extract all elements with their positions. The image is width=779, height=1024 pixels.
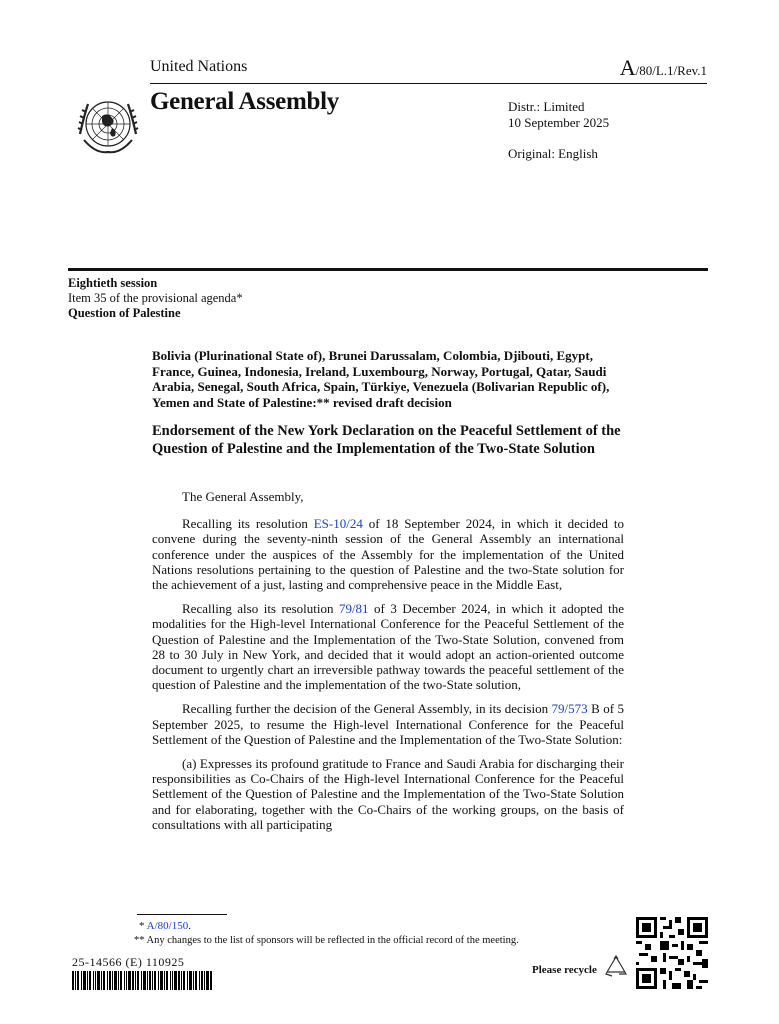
decision-title: Endorsement of the New York Declaration on the Peaceful Settlement of the Question of Palestine and the Implementation of the Two-State Solution — [152, 423, 621, 457]
distribution: Distr.: Limited — [508, 99, 585, 114]
recycle-icon — [602, 954, 630, 980]
document-number: 25-14566 (E) 110925 — [72, 955, 185, 969]
qr-code-icon[interactable] — [636, 917, 708, 989]
footnote-rule — [137, 914, 227, 915]
footnote-1-mark: * — [139, 920, 147, 932]
decision-body — [152, 489, 624, 841]
intro-paragraph: The General Assembly, — [182, 489, 304, 504]
org-name: United Nations — [150, 58, 248, 75]
paragraph-a: (a) Expresses its profound gratitude to France and Saudi Arabia for discharging their responsibilities as Co-Chairs of the High-level International Conference for the Peaceful Settlement of the Question of Palestine and the Implementation of the Two-State Solution and for elaborating, together with the Co-Chairs of the working groups, on the basis of consultations with all participating — [152, 756, 624, 832]
un-emblem-icon — [72, 90, 144, 162]
footnote-link-a-80-150[interactable]: A/80/150 — [146, 920, 189, 932]
decision-link-79-573[interactable]: 79/573 — [551, 701, 588, 717]
agenda-item: Item 35 of the provisional agenda* — [68, 291, 243, 305]
body-title: General Assembly — [150, 88, 339, 115]
barcode-icon — [72, 971, 212, 990]
footnote-2: ** Any changes to the list of sponsors will be reflected in the official record of the meeting. — [134, 935, 519, 946]
resolution-link-es-10-24[interactable]: ES-10/24 — [313, 516, 363, 532]
sponsors: Bolivia (Plurinational State of), Brunei Darussalam, Colombia, Djibouti, Egypt, France, Guinea, Indonesia, Ireland, Luxembourg, Norway, Portugal, Qatar, Saudi Arabia, Senegal, South Africa, Spain, Türkiye, Venezuela (Bolivarian Republic of), Yemen and State of Palestine:** revised draft decision — [152, 348, 610, 410]
original-language: Original: English — [508, 146, 598, 161]
footnote-1 — [139, 920, 191, 932]
distribution-block — [508, 99, 609, 131]
date: 10 September 2025 — [508, 115, 610, 130]
session-name: Eightieth session — [68, 276, 158, 290]
p2-text-end: of 3 December 2024, in which it adopted the modalities for the High-level International Conference for the Peaceful Settlement of the Question of Palestine and the Implementation of the Two-State Solution, convened from 28 to 30 July in New York, and decided that it would adopt an action-oriented outcome document to urgently chart an irreversible pathway towards the peaceful settlement of the question of Palestine and the implementation of the two-State solution, — [152, 601, 624, 693]
symbol-rest: /80/L.1/Rev.1 — [635, 63, 707, 78]
document-symbol — [620, 55, 707, 81]
header-rule — [150, 83, 707, 84]
p3-text-end: B of 5 September 2025, to resume the High-level International Conference for the Peaceful Settlement of the Question of Palestine and the Implementation of the Two-State Solution: — [152, 701, 625, 747]
paragraph-1 — [152, 516, 624, 592]
p1-text-start: Recalling its resolution — [182, 516, 314, 532]
symbol-letter: A — [619, 55, 636, 80]
thick-rule — [68, 268, 708, 271]
resolution-link-79-81[interactable]: 79/81 — [338, 601, 369, 617]
footnote-1-end: . — [188, 920, 191, 932]
paragraph-3 — [152, 701, 624, 747]
agenda-question: Question of Palestine — [68, 306, 181, 320]
session-block — [68, 276, 243, 321]
recycle-label: Please recycle — [532, 964, 597, 976]
p3-text-start: Recalling further the decision of the General Assembly, in its decision — [182, 701, 552, 717]
p1-text-end: of 18 September 2024, in which it decided to convene during the seventy-ninth session of the General Assembly an international conference under the auspices of the Assembly for the implementation of the United Nations resolutions pertaining to the question of Palestine and the two-State solution for the achievement of a just, lasting and comprehensive peace in the Middle East, — [152, 516, 625, 593]
p2-text-start: Recalling also its resolution — [182, 601, 339, 617]
paragraph-2 — [152, 601, 624, 692]
